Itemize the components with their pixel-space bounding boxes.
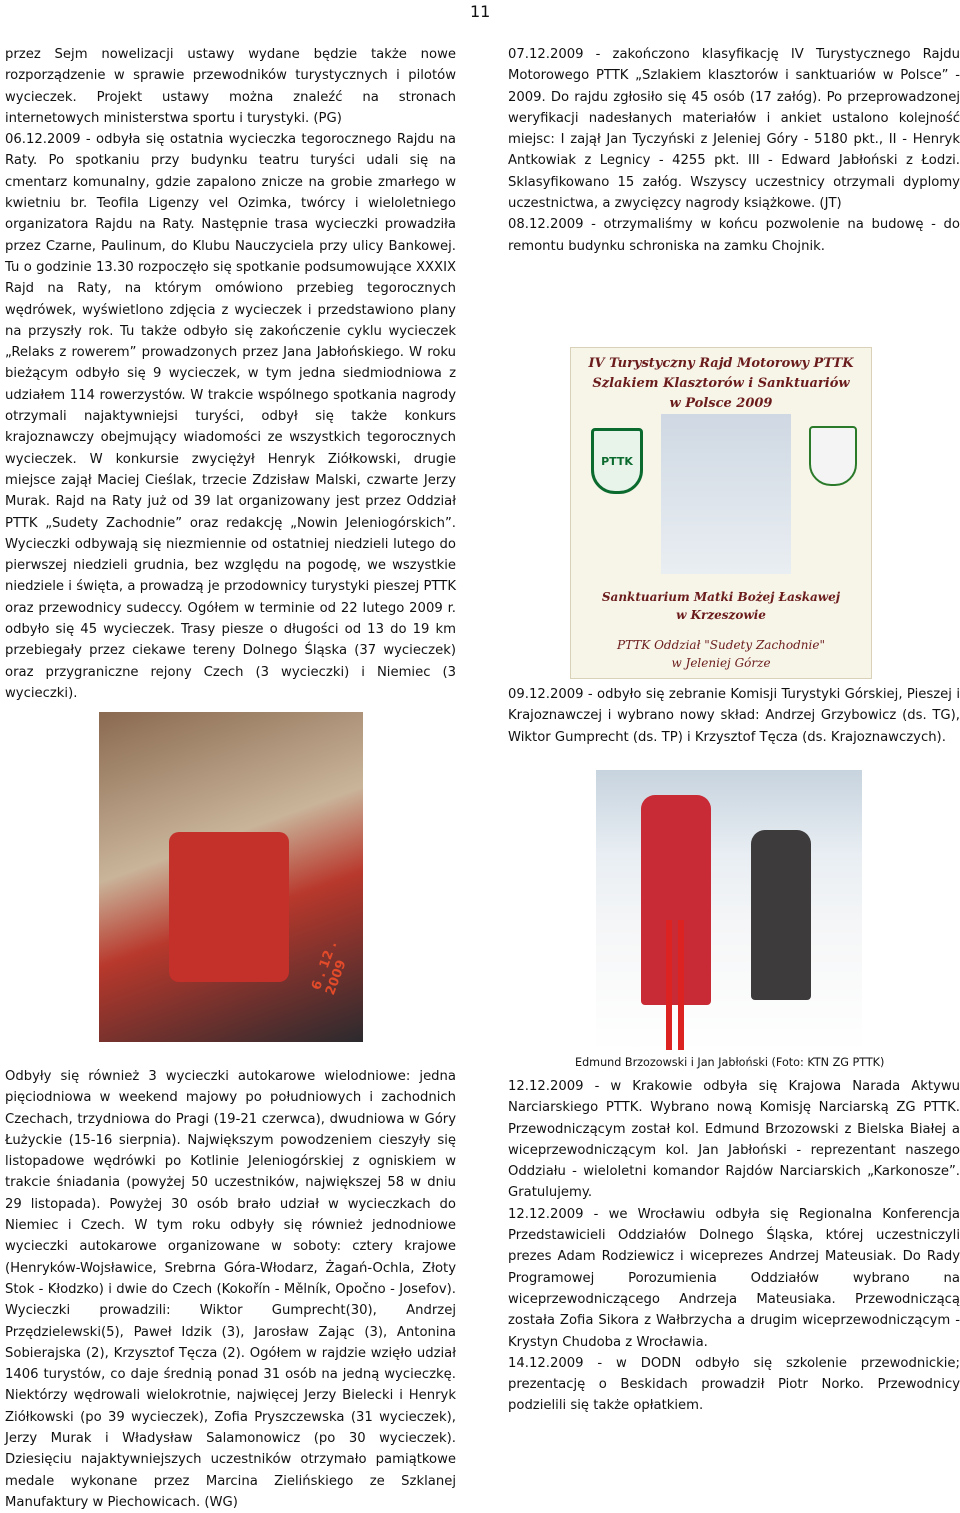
photo-skiers <box>596 770 862 1052</box>
ski <box>666 920 672 1050</box>
left-column-top <box>5 44 456 704</box>
ski <box>678 920 684 1050</box>
poster-line: w Jeleniej Górze <box>671 656 771 670</box>
right-column-top <box>508 44 960 257</box>
right-column-bottom <box>508 1076 960 1417</box>
paragraph: 12.12.2009 - w Krakowie odbyła się Krajowa Narada Aktywu Narciarskiego PTTK. Wybrano nową Komisję Narciarską ZG PTTK. Przewodniczącym został kol. Edmund Brzozowski z Bielska Białej a wiceprzewodniczącym kol. Jan Jabłoński - reprezentant naszego Oddziału - wieloletni komandor Rajdów Narciarskich „Karkonosze”. Gratulujemy. <box>508 1079 960 1201</box>
poster-title <box>571 354 871 414</box>
poster-title-line: IV Turystyczny Rajd Motorowy PTTK <box>588 356 854 371</box>
poster-title-line: Szlakiem Klasztorów i Sanktuariów <box>592 376 850 391</box>
paragraph: przez Sejm nowelizacji ustawy wydane będzie także nowe rozporządzenie w sprawie przewodników turystycznych i pilotów wycieczek. Projekt ustawy można znaleźć na stronach internetowych ministerstwa sportu i turystyki. (PG) <box>5 47 456 126</box>
red-shirt <box>169 832 289 982</box>
photo-caption: Edmund Brzozowski i Jan Jabłoński (Foto: KTN ZG PTTK) <box>575 1056 885 1069</box>
paragraph: 08.12.2009 - otrzymaliśmy w końcu pozwolenie na budowę - do remontu budynku schroniska na zamku Chojnik. <box>508 217 960 254</box>
poster-organizer <box>571 636 871 672</box>
left-column-bottom <box>5 1066 456 1513</box>
poster-sanctuary <box>571 588 871 624</box>
paragraph: 14.12.2009 - w DODN odbyło się szkolenie przewodnickie; prezentację o Beskidach prowadził Piotr Norko. Przewodnicy podzielili się także opłatkiem. <box>508 1355 960 1414</box>
poster-title-line: w Polsce 2009 <box>669 396 773 411</box>
rally-poster <box>570 347 872 679</box>
photo-date-stamp: 6 . 12 . 2009 <box>309 939 350 998</box>
poster-line: Sanktuarium Matki Bożej Łaskawej <box>601 590 841 604</box>
paragraph: 06.12.2009 - odbyła się ostatnia wycieczka tegorocznego Rajdu na Raty. Po spotkaniu przy budynku teatru turyści udali się na cmentarz komunalny, gdzie zapalono znicze na grobie zmarłego w kwietniu br. Teofila Ligenzy vel Ozimka, twórcy i wieloletniego organizatora Rajdu na Raty. Następnie trasa wycieczki prowadziła przez Czarne, Paulinum, do Klubu Nauczyciela przy ulicy Bankowej. Tu o godzinie 13.30 rozpoczęło się spotkanie podsumowujące XXXIX Rajd na Raty, na którym omówiono przebieg tegorocznych wędrówek, wyświetlono zdjęcia z wycieczek i przedstawiono plany na przyszły rok. Tu także odbyło się zakończenie cyklu wycieczek „Relaks z rowerem” prowadzonych przez Jana Jabłońskiego. W roku bieżącym odbyło się 9 wycieczek, w tym jedna siedmiodniowa z udziałem 114 rowerzystów. W trakcie wspólnego spotkania nagrody otrzymali najaktywniejsi turyści, odbył się także konkurs krajoznawczy obejmujący wiadomości ze wszystkich tegorocznych wycieczek. W konkursie zwyciężył Henryk Ziółkowski, drugie miejsce zajął Maciej Cieślak, trzecie Zdzisław Malski, czwarte Jerzy Murak. Rajd na Raty już od 39 lat organizowany jest przez Oddział PTTK „Sudety Zachodnie” oraz redakcję „Nowin Jeleniogórskich”. Wycieczki odbywają się niezmiennie od ostatniej niedzieli lutego do pierwszej niedzieli grudnia, bez względu na pogodę, we wszystkie niedziele i święta, a prowadzą je przodownicy turystyki pieszej PTTK oraz przewodnicy sudeccy. Ogółem w terminie od 22 lutego 2009 r. odbyło się 45 wycieczek. Trasy piesze o długości od 13 do 19 km przebiegały przez ciekawe tereny Dolnego Śląska (37 wycieczek) oraz przygraniczne rejony Czech (3 wycieczki) i Niemiec (3 wycieczki). <box>5 132 456 701</box>
pttk-logo: PTTK <box>591 428 643 494</box>
deer-coat-of-arms-icon <box>809 426 857 486</box>
paragraph: 09.12.2009 - odbyło się zebranie Komisji Turystyki Górskiej, Pieszej i Krajoznawczej i wybrano nowy skład: Andrzej Grzybowicz (ds. TG), Wiktor Gumprecht (ds. TP) i Krzysztof Tęcza (ds. Krajoznawczych). <box>508 687 960 745</box>
poster-line: w Krzeszowie <box>676 608 766 622</box>
skier-dark-jacket <box>751 830 811 1000</box>
skier-red-jacket <box>641 795 711 1005</box>
poster-line: PTTK Oddział "Sudety Zachodnie" <box>616 638 825 652</box>
paragraph: 07.12.2009 - zakończono klasyfikację IV Turystycznego Rajdu Motorowego PTTK „Szlakiem klasztorów i sanktuariów w Polsce” - 2009. Do rajdu zgłosiło się 45 osób (17 załóg). Po przeprowadzonej weryfikacji nadesłanych materiałów i ankiet ustalono kolejność miejsc: I zajął Jan Tyczyński z Jeleniej Góry - 5180 pkt., II - Henryk Antkowiak z Legnicy - 4255 pkt. III - Edward Jabłoński z Łodzi. Sklasyfikowano 15 załóg. Wszyscy uczestnicy otrzymali dyplomy uczestnictwa, a zwycięzcy nagrody książkowe. (JT) <box>508 47 960 212</box>
photo-tshirt <box>99 712 363 1042</box>
paragraph: 12.12.2009 - we Wrocławiu odbyła się Regionalna Konferencja Przedstawicieli Oddziałów Dolnego Śląska, której uczestniczyli prezes Adam Rodziewicz i wiceprezes Andrzej Mateusiak. Do Rady Programowej Porozumienia Oddziałów wybrano na wiceprzewodniczącego Andrzeja Mateusiaka. Przewodniczącą została Zofia Sikora z Wałbrzycha a drugim wiceprzewodniczącym - Krystyn Chudoba z Wrocławia. <box>508 1206 960 1350</box>
right-column-middle <box>508 684 960 748</box>
paragraph: Odbyły się również 3 wycieczki autokarowe wielodniowe: jedna pięciodniowa w weekend majowy po południowych i zachodnich Czechach, trzydniowa do Pragi (19-21 czerwca), dwudniowa w Góry Łużyckie (15-16 sierpnia). Największym powodzeniem cieszyły się listopadowe wędrówki po Kotlinie Jeleniogórskiej z ogniskiem w trakcie śniadania (powyżej 50 uczestników, największej 58 w dniu 29 listopada). Powyżej 30 osób brało udział w wycieczkach do Niemiec i Czech. W tym roku odbyły się również jednodniowe wycieczki autokarowe organizowane w soboty: cztery krajowe (Henryków-Wojsławice, Srebrna Góra-Włodarz, Żagań-Ochla, Złoty Stok - Kłodzko) i dwie do Czech (Kokořín - Mělník, Opočno - Josefov). Wycieczki prowadzili: Wiktor Gumprecht(30), Andrzej Przędzielewski(5), Paweł Idzik (3), Jarosław Zając (3), Antonina Sobierajska (2), Krzysztof Tęcza (2). Ogółem w rajdzie wzięło udział 1406 turystów, co daje średnią ponad 31 osób na jedną wycieczkę. Niektórzy wędrowali wielokrotnie, najwięcej Jerzy Bielecki i Henryk Ziółkowski (po 39 wycieczek), Zofia Pryszczewska (31 wycieczek), Jerzy Murak i Władysław Salamonowicz (po 30 wycieczek). Dziesięciu najaktywniejszych uczestników otrzymało pamiątkowe medale wykonane przez Marcina Zielińskiego ze Szklanej Manufaktury w Piechowicach. (WG) <box>5 1069 456 1510</box>
church-photo <box>661 414 791 574</box>
page-number: 11 <box>470 2 491 21</box>
